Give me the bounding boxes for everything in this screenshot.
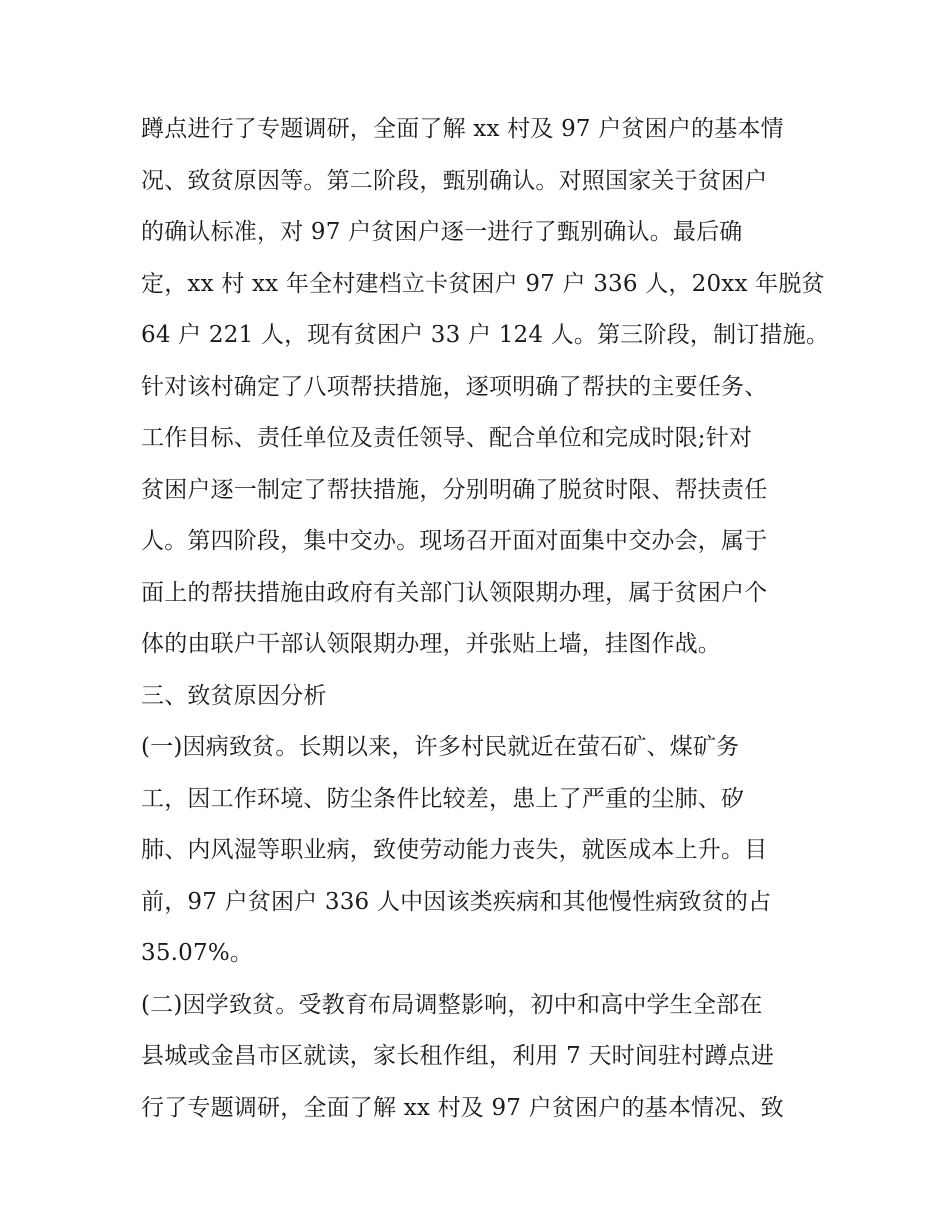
text-line: 前，97 户贫困户 336 人中因该类疾病和其他慢性病致贫的占 [141, 888, 772, 915]
text-line: (二)因学致贫。受教育布局调整影响，初中和高中学生全部在 [141, 991, 763, 1018]
text-line: 贫困户逐一制定了帮扶措施，分别明确了脱贫时限、帮扶责任 [141, 476, 768, 503]
text-line: 64 户 221 人，现有贫困户 33 户 124 人。第三阶段，制订措施。 [141, 322, 830, 348]
document-body-text [141, 104, 830, 1134]
text-line: 定，xx 村 xx 年全村建档立卡贫困户 97 户 336 人，20xx 年脱贫 [141, 270, 825, 297]
text-line: 面上的帮扶措施由政府有关部门认领限期办理，属于贫困户个 [141, 579, 768, 606]
text-line: 针对该村确定了八项帮扶措施，逐项明确了帮扶的主要任务、 [141, 373, 768, 400]
text-line: 工作目标、责任单位及责任领导、配合单位和完成时限;针对 [141, 425, 753, 451]
text-line: 行了专题调研，全面了解 xx 村及 97 户贫困户的基本情况、致 [141, 1094, 784, 1121]
text-line: 肺、内风湿等职业病，致使劳动能力丧失，就医成本上升。目 [141, 837, 768, 863]
text-line: 的确认标准，对 97 户贫困户逐一进行了甄别确认。最后确 [141, 219, 743, 245]
text-line: 县城或金昌市区就读，家长租作组，利用 7 天时间驻村蹲点进 [141, 1043, 775, 1069]
text-line: 35.07%。 [141, 940, 254, 966]
text-line: 蹲点进行了专题调研，全面了解 xx 村及 97 户贫困户的基本情 [141, 116, 784, 142]
section-heading: 三、致贫原因分析 [141, 682, 327, 709]
text-line: 人。第四阶段，集中交办。现场召开面对面集中交办会，属于 [141, 528, 768, 554]
text-line: 体的由联户干部认领限期办理，并张贴上墙，挂图作战。 [141, 631, 721, 657]
text-line: 工，因工作环境、防尘条件比较差，患上了严重的尘肺、矽 [141, 785, 745, 812]
text-line: 况、致贫原因等。第二阶段，甄别确认。对照国家关于贫困户 [141, 167, 768, 194]
text-line: (一)因病致贫。长期以来，许多村民就近在萤石矿、煤矿务 [141, 734, 740, 760]
